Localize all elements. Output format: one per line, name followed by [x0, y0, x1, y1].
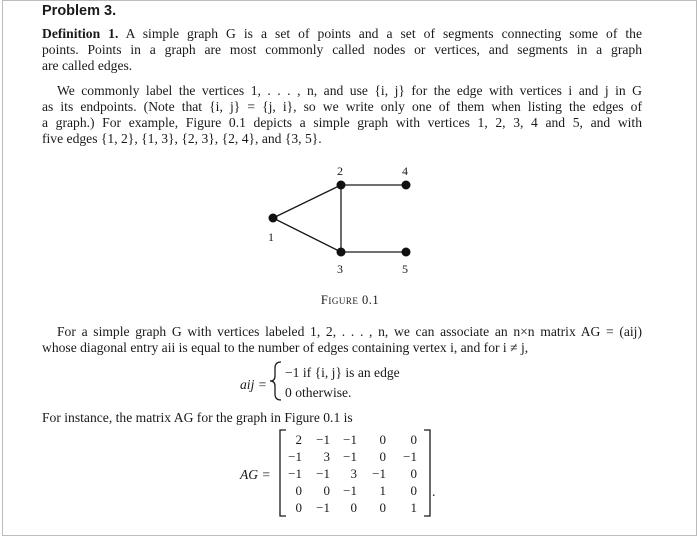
vertex-label-3: 3 — [337, 262, 343, 276]
matrix-cell: −1 — [316, 500, 330, 515]
vertex-label-2: 2 — [337, 164, 343, 178]
vertex-1 — [269, 214, 278, 223]
matrix-cell: 3 — [350, 466, 357, 481]
para2-line-2: as its endpoints. (Note that {i, j} = {j, i}, so we write only one of them when listing the edges of — [42, 99, 642, 114]
para3-line-1: For a simple graph G with vertices labeled 1, 2, . . . , n, we can associate an n×n matrix AG = (aij) — [57, 324, 642, 339]
vertex-3 — [337, 248, 346, 257]
edge-1-3 — [273, 218, 341, 252]
case-edge: −1 if {i, j} is an edge — [285, 365, 400, 380]
matrix-definition-paragraph — [42, 324, 642, 356]
matrix-cell: −1 — [343, 483, 357, 498]
left-brace — [268, 360, 284, 402]
vertex-2 — [337, 181, 346, 190]
definition-line-1: Definition 1. A simple graph G is a set of points and a set of segments connecting some of the — [42, 26, 642, 41]
edge-1-2 — [273, 185, 341, 218]
matrix-cell: 0 — [323, 483, 330, 498]
definition-paragraph — [42, 26, 642, 74]
vertex-label-paragraph — [42, 83, 642, 147]
matrix-cell: −1 — [288, 449, 302, 464]
vertex-label-4: 4 — [402, 164, 408, 178]
matrix-cell: −1 — [343, 432, 357, 447]
aij-lhs: aij = — [240, 377, 267, 392]
matrix-cell: 0 — [410, 432, 417, 447]
vertex-label-1: 1 — [268, 230, 274, 244]
graph-figure — [250, 155, 430, 280]
definition-line-2: points. Points in a graph are most commonly called nodes or vertices, and segments in a graph — [42, 42, 642, 57]
matrix-cell: −1 — [288, 466, 302, 481]
case-otherwise: 0 otherwise. — [285, 385, 352, 400]
matrix-label: AG = — [240, 467, 271, 482]
figure-caption: Figure 0.1 — [320, 293, 380, 307]
matrix-cell: 1 — [410, 500, 417, 515]
matrix-cell: 0 — [379, 500, 386, 515]
matrix-cell: 1 — [379, 483, 386, 498]
matrix-cell: 0 — [295, 500, 302, 515]
para3-line-2: whose diagonal entry aii is equal to the number of edges containing vertex i, and for i ≠ j, — [42, 340, 529, 355]
matrix-cell: 3 — [323, 449, 330, 464]
matrix-cell: 2 — [295, 432, 302, 447]
para2-line-4: five edges {1, 2}, {1, 3}, {2, 3}, {2, 4}, and {3, 5}. — [42, 131, 322, 146]
matrix-cell: −1 — [343, 449, 357, 464]
matrix-cell: 0 — [379, 432, 386, 447]
definition-line-3: are called edges. — [42, 58, 133, 73]
para2-line-3: a graph.) For example, Figure 0.1 depicts a simple graph with vertices 1, 2, 3, 4 and 5, and with — [42, 115, 642, 130]
vertex-5 — [402, 248, 411, 257]
matrix-period: . — [432, 484, 436, 499]
para2-line-1: We commonly label the vertices 1, . . . , n, and use {i, j} for the edge with vertices i and j in G — [57, 83, 642, 98]
instance-sentence: For instance, the matrix AG for the graph in Figure 0.1 is — [42, 410, 353, 425]
vertex-label-5: 5 — [402, 262, 408, 276]
matrix-cell: −1 — [403, 449, 417, 464]
matrix-cell: −1 — [316, 466, 330, 481]
vertex-4 — [402, 181, 411, 190]
matrix-cell: 0 — [379, 449, 386, 464]
definition-label: Definition 1. — [42, 26, 119, 41]
matrix-cell: 0 — [295, 483, 302, 498]
problem-heading: Problem 3. — [42, 3, 117, 19]
matrix-cell: −1 — [372, 466, 386, 481]
matrix-cell: 0 — [350, 500, 357, 515]
matrix-cell: 0 — [410, 466, 417, 481]
matrix-cell: −1 — [316, 432, 330, 447]
matrix-cell: 0 — [410, 483, 417, 498]
